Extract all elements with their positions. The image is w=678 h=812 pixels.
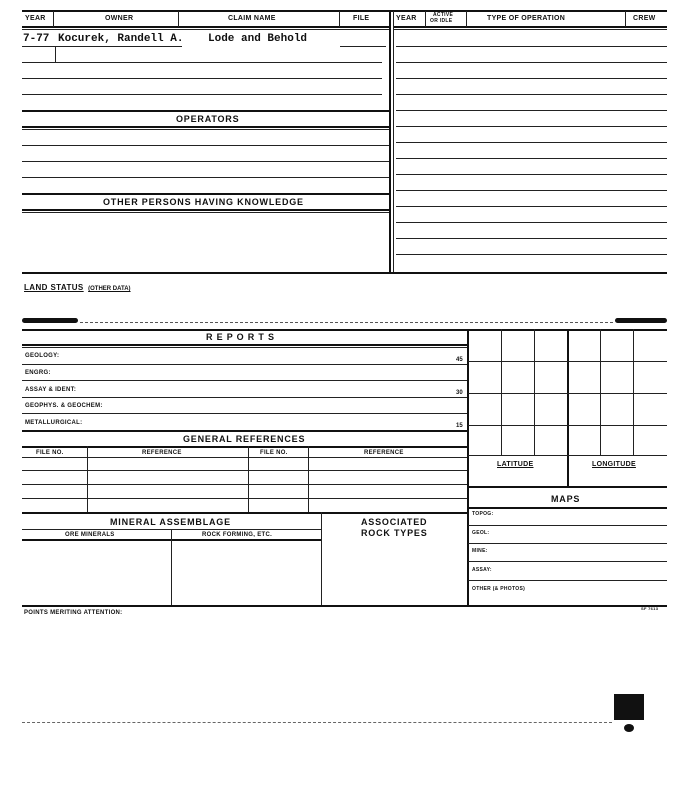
ref-header-reference-2: REFERENCE xyxy=(364,450,404,456)
reports-title: R E P O R T S xyxy=(206,332,275,342)
maps-title: MAPS xyxy=(551,494,581,504)
land-status-sub: (OTHER DATA) xyxy=(88,286,131,292)
map-geol: GEOL: xyxy=(472,530,490,536)
longitude-label: LONGITUDE xyxy=(592,461,636,468)
ref-header-reference-1: REFERENCE xyxy=(142,450,182,456)
header-claim-name: CLAIM NAME xyxy=(228,15,276,22)
map-mine: MINE: xyxy=(472,548,488,554)
report-mark-45: 45 xyxy=(456,357,463,363)
latitude-label: LATITUDE xyxy=(497,461,534,468)
other-persons-label: OTHER PERSONS HAVING KNOWLEDGE xyxy=(103,197,304,207)
ref-header-file-no-1: FILE NO. xyxy=(36,450,64,456)
report-metallurgical: METALLURGICAL: xyxy=(25,420,83,426)
ref-header-file-no-2: FILE NO. xyxy=(260,450,288,456)
header-active: ACTIVE xyxy=(433,12,454,18)
report-geophys-geochem: GEOPHYS. & GEOCHEM: xyxy=(25,403,103,409)
header-type-of-operation: TYPE OF OPERATION xyxy=(487,15,566,22)
separator-right-bar xyxy=(615,318,667,323)
scan-blot xyxy=(614,694,644,720)
land-status xyxy=(24,277,131,295)
general-references-title: GENERAL REFERENCES xyxy=(183,434,306,444)
report-mark-15: 15 xyxy=(456,423,463,429)
scan-dot xyxy=(624,724,634,732)
map-topog: TOPOG: xyxy=(472,511,494,517)
entry-owner: Kocurek, Randell A. xyxy=(58,33,184,45)
entry-year: 7-77 xyxy=(23,33,50,45)
ore-minerals-label: ORE MINERALS xyxy=(65,532,115,538)
separator-left-bar xyxy=(22,318,78,323)
report-engrg: ENGRG: xyxy=(25,370,51,376)
header-owner: OWNER xyxy=(105,15,134,22)
map-other-photos: OTHER (& PHOTOS) xyxy=(472,586,526,592)
report-geology: GEOLOGY: xyxy=(25,353,60,359)
map-assay: ASSAY: xyxy=(472,567,492,573)
header-crew: CREW xyxy=(633,15,656,22)
mineral-assemblage-title: MINERAL ASSEMBLAGE xyxy=(110,517,231,527)
operators-label: OPERATORS xyxy=(176,114,240,124)
points-meriting-label: POINTS MERITING ATTENTION: xyxy=(24,610,123,616)
header-file: FILE xyxy=(353,15,370,22)
header-year: YEAR xyxy=(25,15,46,22)
land-status-label: LAND STATUS xyxy=(24,283,84,292)
rock-types-label: ROCK TYPES xyxy=(361,528,428,538)
report-assay-ident: ASSAY & IDENT: xyxy=(25,387,77,393)
header-year-2: YEAR xyxy=(396,15,417,22)
header-or-idle: OR IDLE xyxy=(430,18,453,24)
entry-claim-name: Lode and Behold xyxy=(208,33,308,45)
form-number: SF 7613 xyxy=(641,606,659,611)
report-mark-30: 30 xyxy=(456,390,463,396)
rock-forming-label: ROCK FORMING, ETC. xyxy=(202,532,273,538)
associated-label: ASSOCIATED xyxy=(361,517,428,527)
